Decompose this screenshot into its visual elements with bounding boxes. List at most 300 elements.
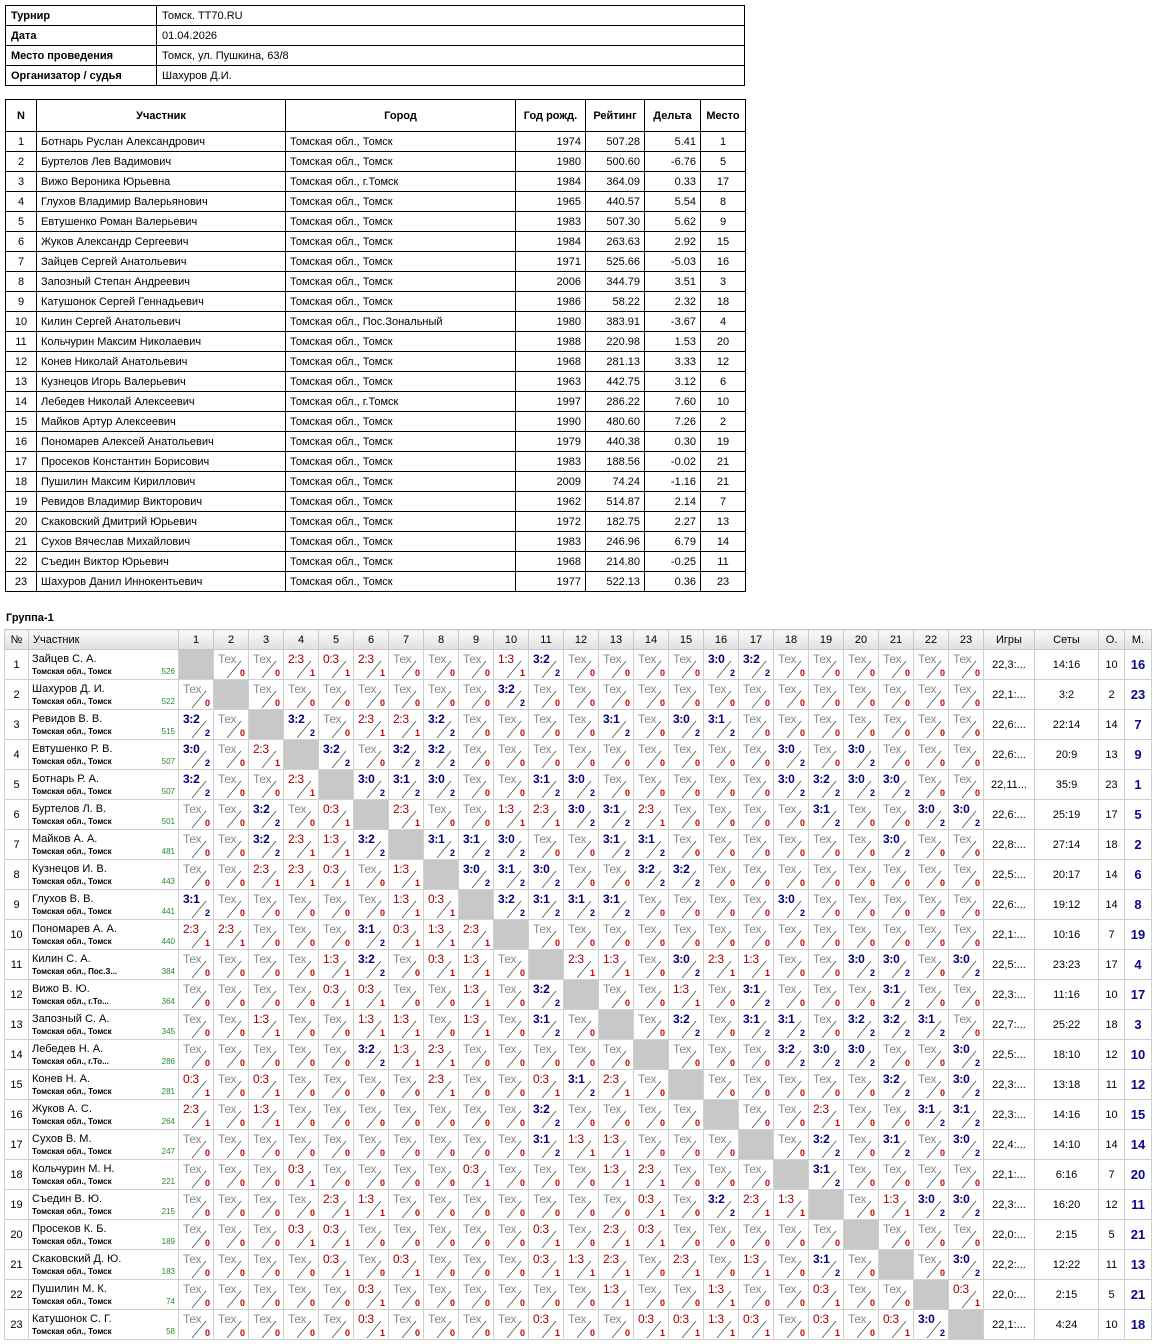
match-points: 2 — [554, 1118, 560, 1128]
match-cell — [739, 1250, 774, 1280]
match-score: Тех — [638, 1072, 657, 1086]
match-score: Тех — [323, 1282, 342, 1296]
cross-row — [5, 1070, 1152, 1100]
cross-row — [5, 1280, 1152, 1310]
match-cell — [949, 1130, 984, 1160]
match-cell — [354, 770, 389, 800]
match-points: 0 — [729, 1268, 735, 1278]
match-points: 0 — [344, 698, 350, 708]
match-points: 0 — [309, 908, 315, 918]
match-result — [739, 1040, 773, 1069]
place-cell: 18 — [1125, 1310, 1152, 1340]
header-opponent: 4 — [284, 630, 319, 650]
match-points: 0 — [939, 878, 945, 888]
match-result — [704, 1190, 738, 1219]
match-score: Тех — [463, 1282, 482, 1296]
match-cell — [704, 980, 739, 1010]
match-cell — [214, 1220, 249, 1250]
match-score: Тех — [568, 1162, 587, 1176]
match-result — [809, 920, 843, 949]
match-score: Тех — [603, 1312, 622, 1326]
match-score: 3:2 — [848, 1012, 865, 1026]
match-points: 1 — [414, 1058, 420, 1068]
match-score: Тех — [848, 802, 867, 816]
match-result — [214, 920, 248, 949]
match-score: Тех — [568, 922, 587, 936]
match-result — [599, 1070, 633, 1099]
match-cell — [319, 830, 354, 860]
match-cell — [214, 1070, 249, 1100]
match-result — [214, 1160, 248, 1189]
match-score: Тех — [638, 982, 657, 996]
match-result — [214, 1130, 248, 1159]
match-points: 0 — [344, 1058, 350, 1068]
player-rating: 286 — [161, 1056, 175, 1066]
player-cell: 6 — [701, 372, 746, 392]
match-score: Тех — [288, 682, 307, 696]
match-result — [809, 1040, 843, 1069]
match-result — [739, 980, 773, 1009]
match-result — [949, 1040, 983, 1069]
tournament-info — [5, 5, 745, 86]
match-result — [459, 920, 493, 949]
match-score: Тех — [463, 1132, 482, 1146]
match-result — [424, 1220, 458, 1249]
match-result — [284, 1070, 318, 1099]
match-result — [774, 710, 808, 739]
match-score: Тех — [183, 1132, 202, 1146]
match-result — [319, 1160, 353, 1189]
match-points: 0 — [484, 1238, 490, 1248]
match-result — [879, 740, 913, 769]
match-points: 2 — [799, 758, 805, 768]
match-result — [564, 830, 598, 859]
match-points: 0 — [729, 1028, 735, 1038]
match-cell — [844, 1190, 879, 1220]
match-score: Тех — [673, 832, 692, 846]
match-result — [284, 1100, 318, 1129]
place-cell: 11 — [1125, 1190, 1152, 1220]
match-cell — [879, 950, 914, 980]
match-result — [319, 680, 353, 709]
match-cell — [739, 1040, 774, 1070]
match-score: Тех — [253, 1042, 272, 1056]
match-score: 3:0 — [848, 1042, 865, 1056]
match-result — [669, 920, 703, 949]
match-cell — [879, 740, 914, 770]
match-result — [284, 920, 318, 949]
match-score: Тех — [673, 742, 692, 756]
match-cell — [739, 1070, 774, 1100]
player-city: Томская обл., Томск — [32, 906, 112, 916]
player-city: Томская обл., Томск — [32, 936, 112, 946]
match-points: 0 — [904, 908, 910, 918]
match-points: 1 — [379, 1298, 385, 1308]
match-points: 2 — [449, 848, 455, 858]
match-result — [599, 860, 633, 889]
match-points: 0 — [484, 1208, 490, 1218]
match-score: Тех — [393, 1282, 412, 1296]
match-result — [354, 950, 388, 979]
match-points: 0 — [799, 1238, 805, 1248]
match-points: 0 — [519, 1328, 525, 1338]
match-score: 3:2 — [393, 742, 410, 756]
match-points: 2 — [694, 878, 700, 888]
match-points: 0 — [309, 818, 315, 828]
match-score: Тех — [708, 1042, 727, 1056]
cross-row — [5, 680, 1152, 710]
match-cell — [284, 650, 319, 680]
match-cell — [284, 950, 319, 980]
games-cell: 22,6:... — [984, 800, 1035, 830]
match-points: 0 — [274, 938, 280, 948]
match-score: Тех — [673, 1162, 692, 1176]
match-score: Тех — [953, 652, 972, 666]
match-points: 0 — [974, 698, 980, 708]
player-rating: 74 — [166, 1296, 175, 1306]
match-points: 0 — [729, 848, 735, 858]
match-cell — [249, 1250, 284, 1280]
match-cell — [564, 950, 599, 980]
match-score: 3:0 — [953, 1252, 970, 1266]
match-score: Тех — [288, 1252, 307, 1266]
match-result — [739, 1220, 773, 1249]
match-cell — [389, 1310, 424, 1340]
row-num: 6 — [5, 800, 29, 830]
match-result — [389, 1040, 423, 1069]
match-cell — [284, 860, 319, 890]
match-cell — [634, 1310, 669, 1340]
match-cell — [354, 1160, 389, 1190]
player-cell: 1980 — [516, 312, 586, 332]
match-cell — [389, 1040, 424, 1070]
match-points: 2 — [554, 908, 560, 918]
match-points: 0 — [659, 1088, 665, 1098]
match-cell — [599, 710, 634, 740]
match-result — [704, 890, 738, 919]
match-result — [599, 1160, 633, 1189]
match-result — [529, 1010, 563, 1039]
match-score: Тех — [883, 892, 902, 906]
match-result — [634, 1130, 668, 1159]
match-result — [249, 1280, 283, 1309]
match-points: 0 — [484, 818, 490, 828]
match-result — [599, 1040, 633, 1069]
match-score: Тех — [288, 1042, 307, 1056]
match-result — [319, 1310, 353, 1339]
match-result — [669, 1040, 703, 1069]
match-score: Тех — [883, 922, 902, 936]
match-points: 2 — [869, 1028, 875, 1038]
header-opponent: 12 — [564, 630, 599, 650]
player-cell: Томская обл., Томск — [286, 332, 516, 352]
match-score: Тех — [778, 652, 797, 666]
match-cell — [634, 710, 669, 740]
match-cell — [669, 1100, 704, 1130]
match-score: Тех — [568, 682, 587, 696]
games-cell: 22,0:... — [984, 1220, 1035, 1250]
match-score: 2:3 — [638, 1162, 654, 1176]
player-cell: 344.79 — [586, 272, 645, 292]
match-result — [179, 920, 213, 949]
player-row — [6, 352, 746, 372]
match-result — [354, 1190, 388, 1219]
match-result — [179, 980, 213, 1009]
match-cell — [774, 830, 809, 860]
match-cell — [179, 950, 214, 980]
match-cell — [879, 710, 914, 740]
match-score: Тех — [918, 922, 937, 936]
diagonal-cell — [564, 980, 599, 1010]
match-points: 0 — [519, 1058, 525, 1068]
points-cell: 14 — [1099, 710, 1125, 740]
games-cell: 22,4:... — [984, 1130, 1035, 1160]
player-name-cell — [29, 710, 179, 740]
match-cell — [914, 1040, 949, 1070]
games-cell: 22,5:... — [984, 860, 1035, 890]
match-cell — [284, 1010, 319, 1040]
match-result — [214, 890, 248, 919]
match-points: 0 — [624, 758, 630, 768]
match-result — [459, 980, 493, 1009]
player-sub — [32, 666, 175, 677]
match-score: Тех — [883, 652, 902, 666]
match-points: 1 — [204, 1088, 210, 1098]
match-points: 1 — [554, 1328, 560, 1338]
match-result — [214, 1040, 248, 1069]
header-num: № — [5, 630, 29, 650]
match-score: Тех — [603, 982, 622, 996]
match-cell — [284, 1070, 319, 1100]
games-cell: 22,5:... — [984, 1040, 1035, 1070]
player-row — [6, 252, 746, 272]
games-cell: 22,3:... — [984, 1070, 1035, 1100]
match-score: Тех — [638, 1282, 657, 1296]
sets-cell: 20:17 — [1035, 860, 1099, 890]
header-opponent: 2 — [214, 630, 249, 650]
match-points: 0 — [484, 1298, 490, 1308]
player-name: Скаковский Д. Ю. — [32, 1252, 122, 1265]
match-result — [424, 1190, 458, 1219]
match-points: 0 — [799, 698, 805, 708]
match-points: 1 — [659, 1328, 665, 1338]
match-result — [214, 650, 248, 679]
match-points: 1 — [554, 818, 560, 828]
match-points: 0 — [659, 1298, 665, 1308]
match-score: Тех — [428, 802, 447, 816]
match-result — [774, 1130, 808, 1159]
match-score: 3:0 — [428, 772, 445, 786]
match-result — [494, 1250, 528, 1279]
match-points: 1 — [449, 968, 455, 978]
match-score: 2:3 — [603, 1222, 619, 1236]
match-score: Тех — [603, 742, 622, 756]
match-cell — [844, 1070, 879, 1100]
match-result — [704, 980, 738, 1009]
match-points: 0 — [904, 1298, 910, 1308]
match-points: 2 — [589, 788, 595, 798]
match-score: Тех — [288, 1312, 307, 1326]
match-points: 0 — [414, 1298, 420, 1308]
match-score: 3:1 — [708, 712, 725, 726]
match-cell — [564, 1220, 599, 1250]
match-score: Тех — [288, 922, 307, 936]
player-cell: 214.80 — [586, 552, 645, 572]
match-cell — [214, 1100, 249, 1130]
match-cell — [424, 1160, 459, 1190]
match-cell — [669, 860, 704, 890]
match-points: 2 — [904, 1028, 910, 1038]
match-result — [809, 770, 843, 799]
match-result — [844, 680, 878, 709]
diagonal-cell — [669, 1070, 704, 1100]
match-score: Тех — [218, 1282, 237, 1296]
match-cell — [774, 1190, 809, 1220]
games-cell: 22,1:... — [984, 1310, 1035, 1340]
match-result — [319, 800, 353, 829]
match-points: 0 — [274, 1178, 280, 1188]
player-cell: 58.22 — [586, 292, 645, 312]
match-cell — [284, 1190, 319, 1220]
match-score: Тех — [463, 682, 482, 696]
match-result — [319, 980, 353, 1009]
match-result — [249, 950, 283, 979]
match-result — [529, 920, 563, 949]
match-points: 0 — [764, 878, 770, 888]
player-name: Сухов В. М. — [32, 1132, 92, 1145]
match-result — [529, 1190, 563, 1219]
match-points: 0 — [729, 758, 735, 768]
match-cell — [669, 1160, 704, 1190]
match-result — [284, 710, 318, 739]
match-result — [354, 1070, 388, 1099]
match-score: Тех — [673, 1282, 692, 1296]
player-city: Томская обл., Томск — [32, 696, 112, 706]
match-points: 2 — [834, 788, 840, 798]
match-score: 3:0 — [568, 802, 585, 816]
match-points: 2 — [904, 968, 910, 978]
match-score: Тех — [953, 712, 972, 726]
match-points: 0 — [974, 878, 980, 888]
match-score: Тех — [778, 1222, 797, 1236]
player-sub — [32, 1026, 175, 1037]
row-num: 5 — [5, 770, 29, 800]
match-cell — [249, 1310, 284, 1340]
player-rating: 221 — [161, 1176, 175, 1186]
points-cell: 17 — [1099, 800, 1125, 830]
match-result — [564, 860, 598, 889]
match-score: Тех — [288, 1072, 307, 1086]
match-cell — [564, 1070, 599, 1100]
sets-cell: 3:2 — [1035, 680, 1099, 710]
match-result — [424, 1040, 458, 1069]
match-points: 0 — [729, 788, 735, 798]
match-points: 0 — [799, 878, 805, 888]
match-result — [879, 1220, 913, 1249]
player-cell: Томская обл., Томск — [286, 532, 516, 552]
match-result — [844, 950, 878, 979]
match-cell — [669, 1190, 704, 1220]
match-cell — [704, 830, 739, 860]
match-score: Тех — [498, 1162, 517, 1176]
match-points: 1 — [764, 1208, 770, 1218]
match-score: 1:3 — [393, 1012, 409, 1026]
match-score: Тех — [183, 952, 202, 966]
match-points: 0 — [519, 1298, 525, 1308]
match-result — [914, 710, 948, 739]
match-cell — [249, 740, 284, 770]
match-result — [389, 1010, 423, 1039]
match-cell — [599, 1220, 634, 1250]
match-points: 0 — [834, 848, 840, 858]
match-result — [284, 1250, 318, 1279]
match-points: 2 — [694, 968, 700, 978]
match-score: 2:3 — [288, 862, 304, 876]
match-result — [914, 1160, 948, 1189]
match-cell — [179, 920, 214, 950]
players-header-cell: Рейтинг — [586, 100, 645, 132]
match-score: Тех — [778, 1132, 797, 1146]
match-points: 0 — [414, 1208, 420, 1218]
match-points: 0 — [309, 1328, 315, 1338]
player-name: Пушилин М. К. — [32, 1282, 107, 1295]
match-score: 3:1 — [393, 772, 410, 786]
match-score: 0:3 — [813, 1282, 829, 1296]
row-num: 14 — [5, 1040, 29, 1070]
match-result — [949, 1160, 983, 1189]
match-score: Тех — [603, 1192, 622, 1206]
match-result — [879, 950, 913, 979]
match-points: 2 — [834, 1148, 840, 1158]
match-points: 0 — [204, 848, 210, 858]
match-score: Тех — [218, 832, 237, 846]
match-cell — [774, 1130, 809, 1160]
match-points: 0 — [904, 818, 910, 828]
header-points: О. — [1099, 630, 1125, 650]
player-cell: 480.60 — [586, 412, 645, 432]
header-opponent: 15 — [669, 630, 704, 650]
diagonal-cell — [389, 830, 424, 860]
match-score: Тех — [743, 1102, 762, 1116]
match-cell — [319, 650, 354, 680]
match-score: Тех — [393, 982, 412, 996]
match-result — [704, 860, 738, 889]
match-result — [914, 830, 948, 859]
match-cell — [844, 1160, 879, 1190]
match-score: 2:3 — [743, 1192, 759, 1206]
match-result — [599, 740, 633, 769]
match-score: Тех — [848, 892, 867, 906]
match-points: 1 — [274, 878, 280, 888]
place-cell: 17 — [1125, 980, 1152, 1010]
match-points: 0 — [274, 1328, 280, 1338]
match-cell — [844, 1040, 879, 1070]
match-score: Тех — [953, 742, 972, 756]
match-cell — [949, 1220, 984, 1250]
match-score: 1:3 — [358, 1192, 374, 1206]
match-score: Тех — [498, 1012, 517, 1026]
match-result — [564, 1220, 598, 1249]
match-cell — [529, 740, 564, 770]
match-score: Тех — [743, 862, 762, 876]
match-cell — [389, 920, 424, 950]
match-cell — [634, 890, 669, 920]
match-score: Тех — [848, 652, 867, 666]
player-city: Томская обл., Томск — [32, 1206, 112, 1216]
match-points: 2 — [904, 788, 910, 798]
match-cell — [914, 1250, 949, 1280]
sets-cell: 4:24 — [1035, 1310, 1099, 1340]
